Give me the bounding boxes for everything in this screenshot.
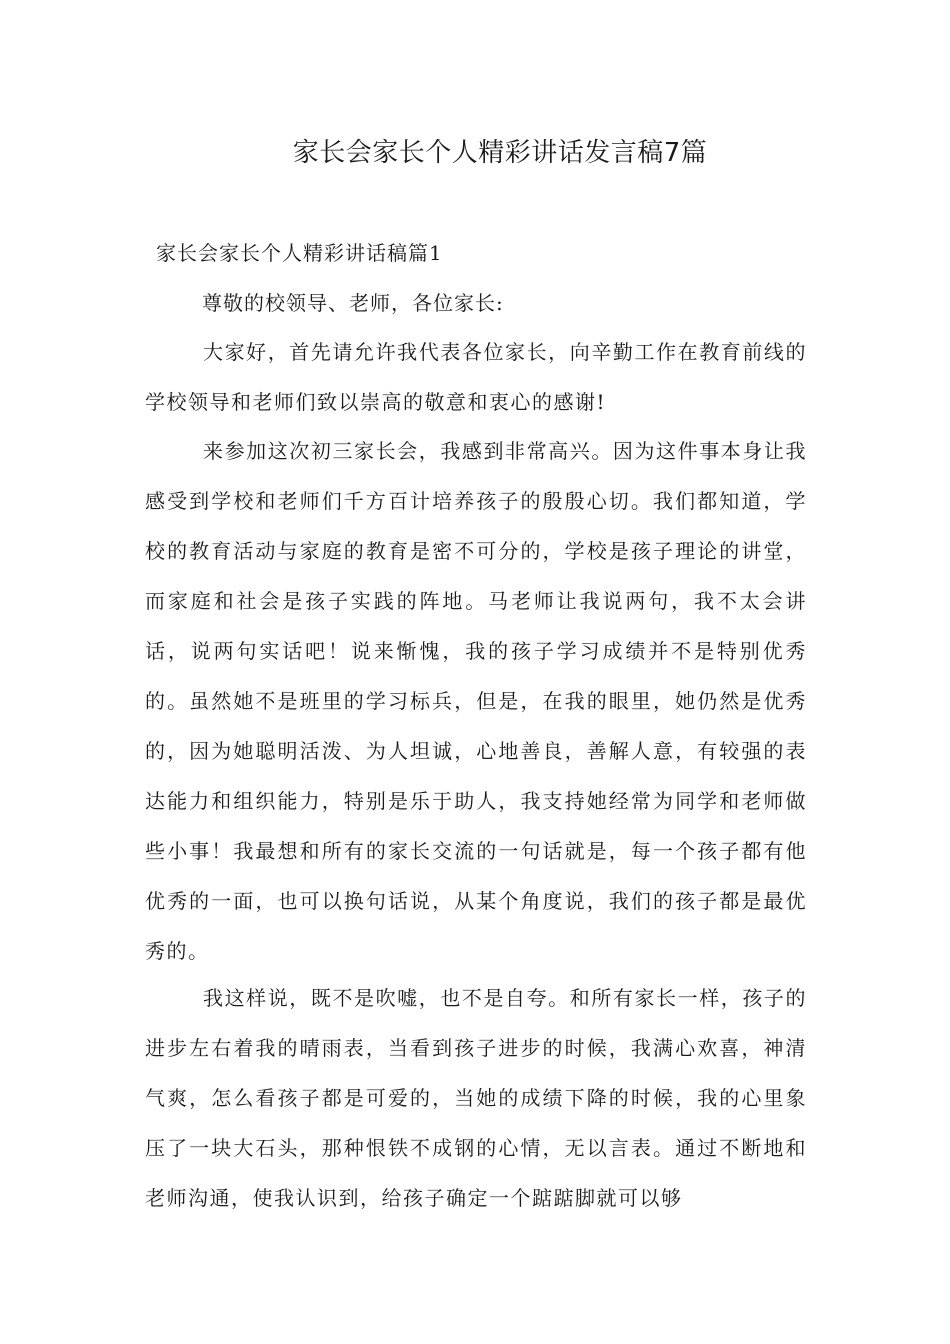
paragraph: 来参加这次初三家长会，我感到非常高兴。因为这件事本身让我感受到学校和老师们千方百计培养孩子的殷殷心切。我们都知道，学校的教育活动与家庭的教育是密不可分的，学校是孩子理论的讲堂，而家庭和社会是孩子实践的阵地。马老师让我说两句，我不太会讲话，说两句实话吧！说来惭愧，我的孩子学习成绩并不是特别优秀的。虽然她不是班里的学习标兵，但是，在我的眼里，她仍然是优秀的，因为她聪明活泼、为人坦诚，心地善良，善解人意，有较强的表达能力和组织能力，特别是乐于助人，我支持她经常为同学和老师做些小事！我最想和所有的家长交流的一句话就是，每一个孩子都有他优秀的一面，也可以换句话说，从某个角度说，我们的孩子都是最优秀的。 bbox=[145, 439, 807, 963]
salutation: 尊敬的校领导、老师，各位家长: bbox=[202, 291, 504, 315]
paragraph: 我这样说，既不是吹嘘，也不是自夸。和所有家长一样，孩子的进步左右着我的晴雨表，当看到孩子进步的时候，我满心欢喜，神清气爽，怎么看孩子都是可爱的，当她的成绩下降的时候，我的心里象压了一块大石头，那种恨铁不成钢的心情，无以言表。通过不断地和老师沟通，使我认识到，给孩子确定一个踮踮脚就可以够 bbox=[145, 986, 807, 1210]
section-heading: 家长会家长个人精彩讲话稿篇1 bbox=[156, 241, 443, 265]
paragraph: 大家好，首先请允许我代表各位家长，向辛勤工作在教育前线的学校领导和老师们致以崇高的敬意和衷心的感谢! bbox=[145, 340, 807, 414]
document-title: 家长会家长个人精彩讲话发言稿7篇 bbox=[292, 138, 708, 168]
